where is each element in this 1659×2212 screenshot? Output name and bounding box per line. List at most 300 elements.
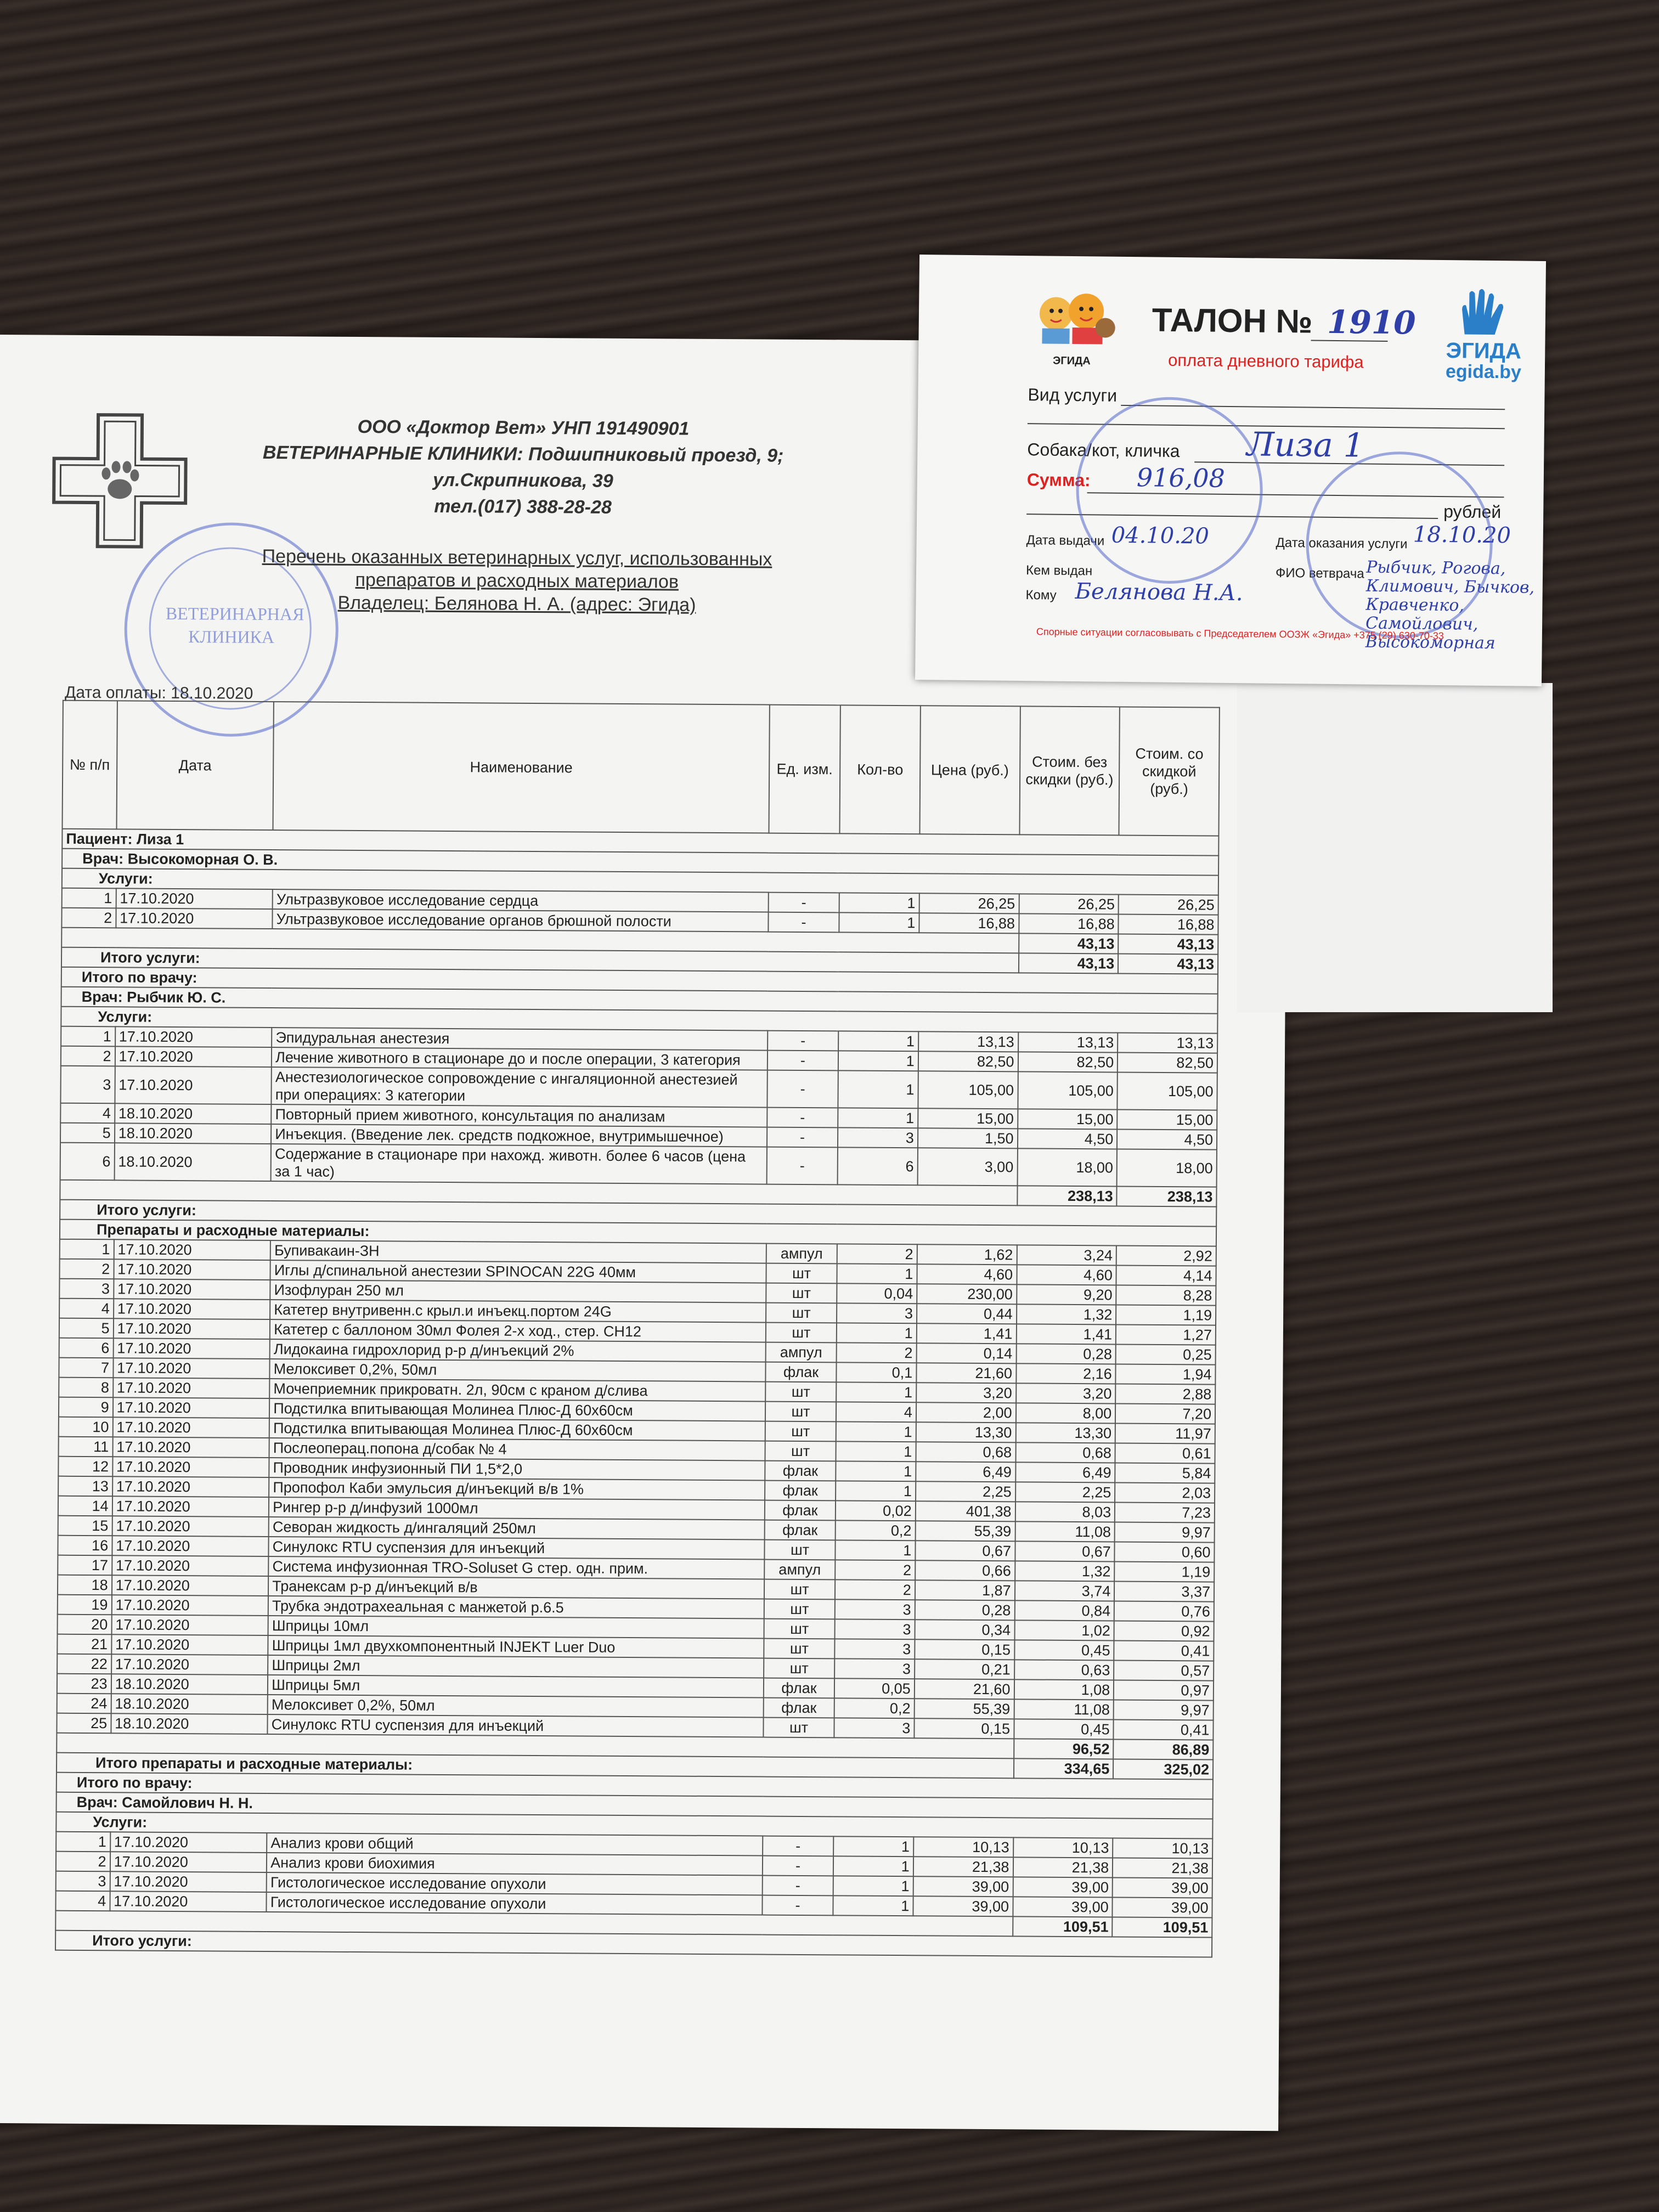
table-cell: 0,45: [1014, 1719, 1114, 1739]
to-label: Кому: [1025, 588, 1057, 603]
table-cell: 15,00: [1018, 1109, 1118, 1129]
table-cell: 1,08: [1014, 1679, 1114, 1700]
table-cell: 3,00: [917, 1148, 1017, 1186]
table-cell: 3: [59, 1279, 114, 1299]
table-cell: Шприцы 2мл: [268, 1655, 764, 1678]
table-cell: 0,28: [1016, 1344, 1116, 1364]
col-header-price: Цена (руб.): [919, 706, 1020, 834]
table-cell: 13,30: [1015, 1423, 1115, 1443]
table-cell: 4,60: [1017, 1265, 1116, 1285]
clinic-header: [207, 413, 839, 522]
table-cell: 17.10.2020: [115, 1046, 272, 1067]
table-cell: 11,08: [1014, 1699, 1114, 1719]
table-cell: 17.10.2020: [114, 1299, 270, 1319]
table-cell: Лечение животного в стационаре до и после операции, 3 категория: [272, 1047, 768, 1070]
table-cell: 6: [60, 1143, 115, 1181]
table-cell: шт: [764, 1658, 835, 1679]
table-cell: 18.10.2020: [115, 1103, 272, 1124]
table-cell: ампул: [766, 1244, 837, 1264]
table-cell: шт: [763, 1718, 834, 1738]
table-cell: 2,00: [916, 1402, 1016, 1423]
rubles-label: рублей: [1443, 501, 1502, 522]
table-cell: Подстилка впитывающая Молинеа Плюс-Д 60х60см: [269, 1398, 765, 1421]
table-cell: 1: [834, 1836, 914, 1857]
table-cell: 4,50: [1017, 1128, 1117, 1149]
table-cell: Гистологическое исследование опухоли: [267, 1872, 763, 1895]
service-type-label: Вид услуги: [1028, 385, 1118, 405]
table-cell: 1: [839, 912, 919, 933]
table-cell: ампул: [765, 1342, 837, 1363]
table-cell: 17.10.2020: [113, 1397, 270, 1418]
table-cell: 17.10.2020: [111, 1615, 268, 1635]
table-cell: Изофлуран 250 мл: [270, 1280, 766, 1303]
table-cell: 6: [59, 1338, 114, 1358]
table-cell: 325,02: [1113, 1759, 1213, 1779]
table-cell: 17.10.2020: [110, 1852, 267, 1872]
table-cell: 1,87: [915, 1580, 1015, 1600]
table-cell: 19: [58, 1595, 112, 1615]
table-cell: 6: [838, 1147, 918, 1185]
table-cell: ампул: [764, 1560, 836, 1580]
table-cell: -: [767, 1108, 838, 1128]
table-cell: 12: [58, 1457, 112, 1477]
table-cell: 0,66: [915, 1560, 1015, 1581]
table-cell: 39,00: [1013, 1897, 1113, 1917]
table-cell: 25: [57, 1713, 111, 1734]
table-cell: 17.10.2020: [112, 1496, 269, 1517]
table-cell: 26,25: [1019, 894, 1119, 914]
table-cell: 2: [835, 1579, 915, 1600]
to-value: Белянова Н.А.: [1075, 579, 1243, 606]
table-cell: Итого препараты и расходные материалы:: [57, 1753, 1014, 1779]
table-cell: 82,50: [918, 1051, 1018, 1071]
table-cell: 109,51: [1112, 1917, 1212, 1937]
table-cell: Лидокаина гидрохлорид р-р д/инъекций 2%: [270, 1339, 766, 1362]
dog-name-label: Собака/кот, кличка: [1027, 439, 1180, 461]
table-cell: 2,16: [1016, 1363, 1116, 1384]
table-cell: 15: [58, 1516, 112, 1536]
table-cell: 17.10.2020: [112, 1437, 269, 1458]
table-cell: Повторный прием животного, консультация по анализам: [271, 1104, 767, 1127]
table-cell: 15,00: [1117, 1109, 1217, 1130]
col-header-date: Дата: [116, 701, 274, 830]
table-cell: 3: [835, 1639, 915, 1659]
egida-url: egida.by: [1445, 361, 1522, 383]
table-cell: 11: [59, 1437, 113, 1457]
table-cell: 3: [56, 1871, 110, 1892]
table-cell: 10,13: [1113, 1838, 1212, 1858]
table-cell: -: [767, 1127, 838, 1148]
table-cell: 17.10.2020: [113, 1318, 270, 1339]
table-cell: 2,92: [1116, 1245, 1216, 1266]
table-cell: 1: [833, 1895, 913, 1916]
table-cell: -: [768, 912, 839, 933]
table-cell: 0,34: [915, 1620, 1014, 1640]
table-cell: 21,38: [1013, 1857, 1113, 1877]
table-cell: 23: [57, 1674, 111, 1694]
table-cell: 5: [59, 1318, 114, 1339]
table-cell: 0,02: [836, 1500, 916, 1521]
table-cell: 230,00: [917, 1284, 1017, 1304]
table-cell: 0,57: [1114, 1660, 1214, 1680]
issue-date-label: Дата выдачи: [1026, 533, 1105, 549]
table-cell: 10,13: [913, 1837, 1013, 1857]
table-cell: 0,2: [834, 1698, 915, 1718]
table-cell: шт: [764, 1540, 836, 1560]
table-cell: Анализ крови общий: [267, 1833, 763, 1856]
table-cell: 0,68: [1015, 1442, 1115, 1463]
table-cell: 0,14: [916, 1343, 1016, 1363]
table-cell: Ультразвуковое исследование органов брюшной полости: [273, 909, 769, 932]
table-cell: 1: [838, 1051, 918, 1071]
table-cell: 82,50: [1018, 1052, 1118, 1072]
table-cell: шт: [766, 1283, 837, 1304]
table-cell: флак: [763, 1698, 834, 1718]
ticket-subtitle: оплата дневного тарифа: [1167, 350, 1364, 372]
table-cell: 17.10.2020: [116, 888, 273, 909]
table-cell: -: [763, 1836, 834, 1857]
table-cell: 3,24: [1017, 1245, 1116, 1265]
table-cell: 0,41: [1114, 1640, 1214, 1661]
table-cell: 82,50: [1118, 1052, 1217, 1073]
ticket-stamp-left: [1075, 396, 1264, 585]
table-cell: 2,25: [916, 1481, 1015, 1502]
table-cell: 334,65: [1013, 1758, 1113, 1779]
table-cell: 1,32: [1015, 1561, 1115, 1581]
table-cell: 4,14: [1116, 1265, 1216, 1285]
title-line-2: препаратов и расходных материалов: [355, 569, 679, 592]
table-cell: Анестезиологическое сопровождение с ингаляционной анестезией при операциях: 3 категории: [272, 1067, 768, 1108]
egida-left-caption: ЭГИДА: [1052, 354, 1091, 368]
table-cell: Анализ крови биохимия: [267, 1853, 763, 1876]
ticket-title: [1152, 301, 1416, 341]
table-cell: 1: [836, 1441, 916, 1462]
table-cell: 17: [58, 1555, 112, 1576]
table-cell: Итого услуги:: [61, 947, 1019, 973]
service-date-value: 18.10.20: [1413, 522, 1511, 549]
table-cell: 43,13: [1019, 933, 1119, 953]
table-cell: шт: [764, 1619, 835, 1639]
table-cell: 0,67: [915, 1541, 1015, 1561]
table-cell: 0,45: [1014, 1640, 1114, 1660]
table-cell: 3: [838, 1127, 918, 1148]
table-cell: 2,88: [1115, 1384, 1215, 1404]
table-cell: 7,23: [1115, 1502, 1215, 1522]
sum-label: Сумма:: [1026, 470, 1091, 490]
table-cell: шт: [765, 1382, 837, 1402]
table-cell: 0,15: [914, 1718, 1014, 1739]
table-cell: 39,00: [1013, 1877, 1113, 1897]
table-cell: 18,00: [1117, 1149, 1217, 1187]
table-cell: 17.10.2020: [114, 1259, 270, 1280]
table-cell: 7,20: [1115, 1403, 1215, 1424]
table-cell: 16: [58, 1536, 112, 1556]
table-cell: 2: [59, 1259, 114, 1279]
table-cell: 0,76: [1114, 1601, 1214, 1621]
table-cell: 8,00: [1015, 1403, 1115, 1423]
table-cell: 1: [837, 1323, 917, 1343]
table-cell: 0,05: [834, 1678, 915, 1699]
table-cell: 4: [836, 1402, 916, 1422]
table-cell: 3: [835, 1599, 915, 1620]
table-cell: Пациент: Лиза 1: [62, 829, 1218, 856]
table-cell: 17.10.2020: [112, 1476, 269, 1497]
table-cell: 17.10.2020: [111, 1634, 268, 1655]
table-cell: шт: [764, 1639, 835, 1659]
table-cell: шт: [765, 1323, 837, 1343]
table-cell: -: [762, 1856, 833, 1876]
table-cell: 0,1: [837, 1362, 917, 1383]
table-cell: 16,88: [1019, 913, 1119, 934]
table-cell: 238,13: [1017, 1186, 1117, 1206]
table-cell: Трубка эндотрахеальная с манжетой р.6.5: [268, 1596, 764, 1619]
table-cell: -: [767, 1070, 838, 1108]
table-cell: 43,13: [1118, 953, 1218, 974]
title-line-3: Владелец: Белянова Н. А. (адрес: Эгида): [337, 592, 696, 616]
table-cell: 0,68: [916, 1442, 1015, 1462]
table-cell: Врач: Самойлович Н. Н.: [57, 1792, 1213, 1819]
table-cell: Итого услуги:: [55, 1931, 1212, 1957]
table-cell: флак: [765, 1481, 836, 1501]
table-cell: 1,19: [1116, 1305, 1216, 1325]
table-cell: 21,60: [915, 1679, 1014, 1699]
table-cell: 17.10.2020: [114, 1239, 270, 1260]
table-cell: 3: [834, 1718, 915, 1738]
table-cell: 0,61: [1115, 1443, 1215, 1463]
table-cell: 4: [55, 1891, 110, 1911]
table-cell: Мелоксивет 0,2%, 50мл: [270, 1359, 766, 1382]
table-cell: 1,94: [1116, 1364, 1216, 1384]
table-cell: 17.10.2020: [115, 1066, 272, 1104]
table-cell: Синулокс RTU суспензия для инъекций: [268, 1714, 764, 1737]
table-cell: -: [762, 1876, 833, 1896]
vet-name-value: Рыбчик, Рогова, Климович, Бычков, Кравченко, Самойлович, Высокоморная: [1365, 557, 1535, 653]
table-cell: 43,13: [1118, 934, 1218, 954]
table-cell: -: [767, 1051, 838, 1071]
table-cell: 1: [838, 1031, 918, 1051]
table-cell: 22: [57, 1654, 111, 1674]
payment-date: Дата оплаты: 18.10.2020: [64, 683, 253, 703]
table-cell: 4: [60, 1103, 115, 1124]
table-cell: 6,49: [1015, 1462, 1115, 1482]
table-cell: 17.10.2020: [112, 1516, 269, 1537]
table-cell: Инъекция. (Введение лек. средств подкожное, внутримышечное): [271, 1124, 767, 1147]
table-cell: 3: [60, 1066, 115, 1104]
table-cell: 18.10.2020: [114, 1143, 271, 1181]
table-cell: шт: [765, 1402, 837, 1422]
dog-name-value: Лиза 1: [1246, 425, 1365, 465]
hand-paw-icon: [1454, 287, 1515, 337]
table-cell: 7: [59, 1358, 113, 1378]
table-row: [60, 1066, 1217, 1110]
table-cell: шт: [765, 1441, 836, 1462]
table-cell: 39,00: [913, 1876, 1013, 1897]
table-cell: 11,08: [1015, 1521, 1115, 1542]
table-cell: 55,39: [914, 1699, 1014, 1719]
table-cell: 1,41: [917, 1323, 1017, 1344]
table-cell: 21,38: [1113, 1858, 1212, 1878]
table-cell: 4,60: [917, 1264, 1017, 1284]
egida-kids-logo: [1028, 289, 1122, 361]
table-cell: Гистологическое исследование опухоли: [267, 1892, 763, 1915]
table-cell: 8,03: [1015, 1502, 1115, 1522]
table-cell: 2,03: [1115, 1482, 1215, 1503]
table-cell: Шприцы 5мл: [268, 1675, 764, 1698]
table-cell: 26,25: [919, 893, 1019, 913]
table-cell: 39,00: [1113, 1897, 1212, 1917]
service-date-label: Дата оказания услуги: [1276, 535, 1408, 552]
table-cell: Препараты и расходные материалы:: [60, 1220, 1216, 1246]
vet-cross-logo: [51, 412, 189, 550]
table-cell: 13,13: [918, 1031, 1018, 1052]
table-cell: 18.10.2020: [111, 1674, 268, 1695]
table-cell: Врач: Рыбчик Ю. С.: [61, 987, 1218, 1014]
invoice-table: [55, 700, 1220, 1958]
ticket-number-line: [1311, 340, 1387, 342]
table-cell: Катетер внутривенн.с крыл.и инъекц.портом 24G: [270, 1300, 766, 1323]
table-cell: 1,19: [1114, 1561, 1214, 1582]
table-cell: Шприцы 10мл: [268, 1616, 764, 1639]
table-cell: 17.10.2020: [113, 1338, 270, 1359]
table-cell: 1: [833, 1856, 913, 1876]
table-cell: шт: [766, 1263, 837, 1284]
table-cell: 55,39: [915, 1521, 1015, 1541]
table-cell: 1,32: [1017, 1304, 1116, 1324]
col-header-name: Наименование: [273, 702, 770, 833]
table-cell: 0,41: [1114, 1719, 1214, 1740]
table-cell: 0,21: [915, 1659, 1014, 1679]
table-cell: 21: [57, 1634, 111, 1655]
table-cell: 3,20: [1016, 1383, 1116, 1403]
table-cell: 401,38: [916, 1501, 1015, 1521]
table-cell: 0,2: [836, 1520, 916, 1541]
table-cell: Содержание в стационаре при нахожд. животн. более 6 часов (цена за 1 час): [271, 1144, 767, 1184]
ticket-card: [915, 255, 1546, 686]
table-cell: 1: [836, 1421, 916, 1442]
table-cell: 14: [58, 1496, 112, 1516]
table-cell: 3,37: [1114, 1581, 1214, 1601]
table-cell: 0,04: [837, 1283, 917, 1304]
document-title: [207, 544, 827, 617]
table-cell: 11,97: [1115, 1423, 1215, 1443]
table-cell: 17.10.2020: [113, 1358, 270, 1379]
table-cell: 17.10.2020: [110, 1871, 267, 1892]
table-cell: шт: [764, 1599, 835, 1620]
table-cell: 0,28: [915, 1600, 1015, 1620]
table-cell: 1: [836, 1461, 916, 1481]
table-cell: 1: [833, 1876, 913, 1896]
col-header-qty: Кол-во: [840, 705, 921, 834]
table-cell: 105,00: [1018, 1071, 1118, 1109]
table-cell: 17.10.2020: [110, 1891, 267, 1912]
table-cell: 0,25: [1116, 1344, 1216, 1364]
table-cell: 17.10.2020: [111, 1595, 268, 1616]
table-cell: Итого по врачу:: [57, 1773, 1213, 1799]
ticket-number: 1910: [1327, 303, 1416, 342]
table-cell: 1: [839, 893, 919, 913]
table-cell: 16,88: [1119, 914, 1218, 934]
table-cell: Мочеприемник прикроватн. 2л, 90см с краном д/слива: [269, 1379, 765, 1402]
table-cell: 1,50: [918, 1128, 1018, 1148]
table-cell: Итого по врачу:: [61, 967, 1218, 994]
table-cell: Транексам р-р д/инъекций в/в: [268, 1576, 764, 1599]
table-cell: 9,97: [1114, 1700, 1214, 1720]
table-cell: 1,02: [1014, 1620, 1114, 1640]
invoice-table-body: [55, 829, 1218, 1957]
table-row: [60, 1143, 1217, 1187]
table-cell: 21,60: [916, 1363, 1016, 1383]
table-cell: -: [768, 1031, 839, 1051]
table-cell: 15,00: [918, 1108, 1018, 1128]
col-header-num: № п/п: [63, 701, 117, 830]
table-cell: 39,00: [913, 1896, 1013, 1916]
table-cell: 17.10.2020: [112, 1555, 269, 1576]
table-cell: Эпидуральная анестезия: [272, 1028, 768, 1051]
table-cell: 9: [59, 1397, 113, 1418]
table-cell: 1: [838, 1070, 918, 1108]
table-cell: 26,25: [1119, 894, 1218, 915]
table-cell: 24: [57, 1694, 111, 1714]
table-cell: 0,92: [1114, 1621, 1214, 1641]
table-cell: 0,63: [1014, 1660, 1114, 1680]
table-cell: флак: [763, 1678, 834, 1699]
table-cell: шт: [764, 1579, 836, 1600]
table-cell: 18.10.2020: [111, 1694, 268, 1714]
table-cell: 18.10.2020: [115, 1123, 272, 1144]
table-cell: 17.10.2020: [115, 1026, 272, 1047]
table-cell: 0,60: [1115, 1542, 1215, 1562]
issued-by-label: Кем выдан: [1025, 563, 1093, 579]
issue-date-value: 04.10.20: [1111, 522, 1210, 549]
table-cell: -: [768, 893, 839, 913]
table-cell: 6,49: [916, 1462, 1015, 1482]
table-cell: Услуги:: [56, 1812, 1212, 1839]
table-cell: Ультразвуковое исследование сердца: [273, 889, 769, 912]
table-cell: 13,30: [916, 1422, 1015, 1442]
table-cell: Услуги:: [62, 868, 1218, 895]
table-cell: 2: [836, 1560, 916, 1580]
table-cell: Услуги:: [61, 1007, 1217, 1034]
table-cell: 17.10.2020: [110, 1832, 267, 1853]
table-cell: 9,20: [1017, 1284, 1116, 1305]
table-cell: Иглы д/спинальной анестезии SPINOCAN 22G 40мм: [270, 1260, 766, 1283]
table-cell: 1: [837, 1263, 917, 1284]
table-cell: 17.10.2020: [114, 1279, 270, 1300]
table-cell: 86,89: [1113, 1739, 1213, 1759]
table-cell: 18: [58, 1575, 112, 1595]
table-cell: 1,27: [1116, 1324, 1216, 1345]
table-cell: 1: [56, 1832, 110, 1852]
table-cell: 96,52: [1014, 1739, 1114, 1759]
table-cell: 0,67: [1015, 1541, 1115, 1561]
table-cell: Послеоперац.попона д/собак № 4: [269, 1438, 765, 1461]
table-cell: 0,44: [917, 1304, 1017, 1324]
table-cell: 39,00: [1113, 1877, 1212, 1898]
table-cell: 4,50: [1117, 1129, 1217, 1149]
table-cell: Врач: Высокоморная О. В.: [62, 849, 1218, 876]
ticket-footer: Спорные ситуации согласовывать с Председателем ООЗЖ «Эгида» +375 (29) 630-70-33: [1036, 626, 1444, 642]
table-cell: 105,00: [1118, 1072, 1217, 1110]
table-cell: 13,13: [1118, 1032, 1217, 1053]
table-cell: 17.10.2020: [116, 908, 273, 929]
table-cell: 17.10.2020: [112, 1417, 269, 1438]
table-cell: 1: [836, 1540, 916, 1560]
table-cell: 238,13: [1117, 1186, 1217, 1206]
table-cell: 2: [837, 1342, 917, 1363]
table-cell: 5,84: [1115, 1463, 1215, 1483]
table-cell: 17.10.2020: [112, 1536, 269, 1556]
table-cell: 18.10.2020: [111, 1713, 268, 1734]
